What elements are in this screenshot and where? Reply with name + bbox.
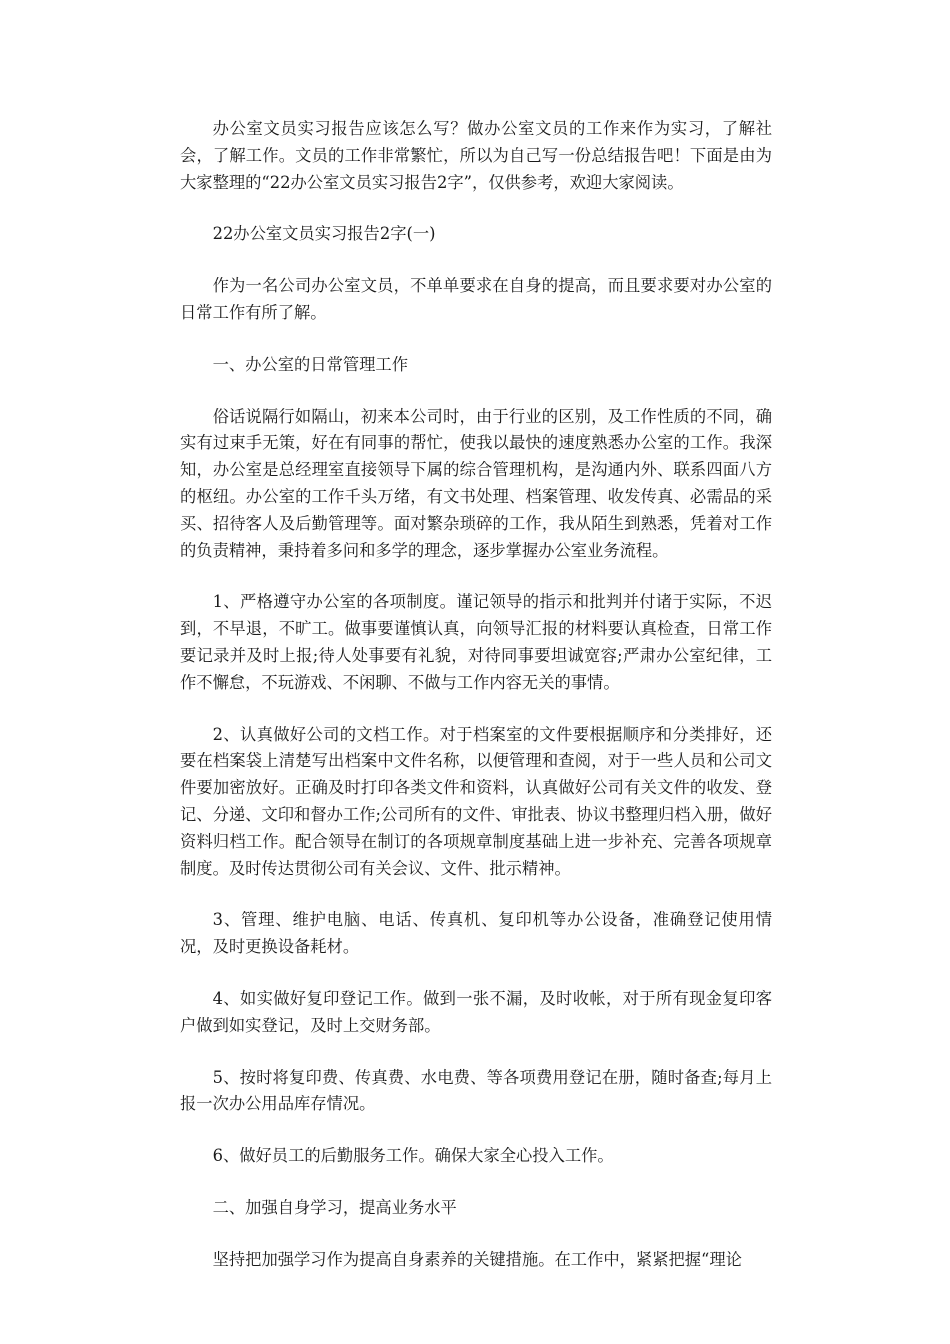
section-heading-2: 二、加强自身学习，提高业务水平 bbox=[212, 1197, 457, 1217]
document-body bbox=[180, 116, 772, 1299]
list-item-3: 3、管理、维护电脑、电话、传真机、复印机等办公设备，准确登记使用情况，及时更换设备耗材。 bbox=[180, 910, 772, 957]
section-1-paragraph: 俗话说隔行如隔山，初来本公司时，由于行业的区别，及工作性质的不同，确实有过束手无策，好在有同事的帮忙，使我以最快的速度熟悉办公室的工作。我深知，办公室是总经理室直接领导下属的综合管理机构，是沟通内外、联系四面八方的枢纽。办公室的工作千头万绪，有文书处理、档案管理、收发传真、必需品的采买、招待客人及后勤管理等。面对繁杂琐碎的工作，我从陌生到熟悉，凭着对工作的负责精神，秉持着多问和多学的理念，逐步掌握办公室业务流程。 bbox=[180, 406, 772, 560]
list-item-4: 4、如实做好复印登记工作。做到一张不漏，及时收帐，对于所有现金复印客户做到如实登记，及时上交财务部。 bbox=[180, 988, 772, 1035]
list-item-6: 6、做好员工的后勤服务工作。确保大家全心投入工作。 bbox=[212, 1146, 614, 1166]
list-item-2: 2、认真做好公司的文档工作。对于档案室的文件要根据顺序和分类排好，还要在档案袋上清楚写出档案中文件名称，以便管理和查阅，对于一些人员和公司文件要加密放好。正确及时打印各类文件和资料，认真做好公司有关文件的收发、登记、分递、文印和督办工作;公司所有的文件、审批表、协议书整理归档入册，做好资料归档工作。配合领导在制订的各项规章制度基础上进一步补充、完善各项规章制度。及时传达贯彻公司有关会议、文件、批示精神。 bbox=[180, 724, 772, 878]
intro-paragraph: 办公室文员实习报告应该怎么写？做办公室文员的工作来作为实习，了解社会，了解工作。文员的工作非常繁忙，所以为自己写一份总结报告吧！下面是由为大家整理的“22办公室文员实习报告2字”，仅供参考，欢迎大家阅读。 bbox=[180, 119, 772, 192]
list-item-1: 1、严格遵守办公室的各项制度。谨记领导的指示和批判并付诸于实际，不迟到，不早退，不旷工。做事要谨慎认真，向领导汇报的材料要认真检查，日常工作要记录并及时上报;待人处事要有礼貌，对待同事要坦诚宽容;严肃办公室纪律，工作不懈怠，不玩游戏、不闲聊、不做与工作内容无关的事情。 bbox=[180, 592, 772, 692]
section-heading-1: 一、办公室的日常管理工作 bbox=[212, 354, 408, 374]
opening-paragraph: 作为一名公司办公室文员，不单单要求在自身的提高，而且要求要对办公室的日常工作有所了解。 bbox=[180, 276, 772, 322]
report-title: 22办公室文员实习报告2字(一) bbox=[212, 224, 436, 244]
section-2-paragraph: 坚持把加强学习作为提高自身素养的关键措施。在工作中，紧紧把握“理论 bbox=[212, 1249, 742, 1269]
list-item-5: 5、按时将复印费、传真费、水电费、等各项费用登记在册，随时备查;每月上报一次办公用品库存情况。 bbox=[180, 1067, 772, 1114]
